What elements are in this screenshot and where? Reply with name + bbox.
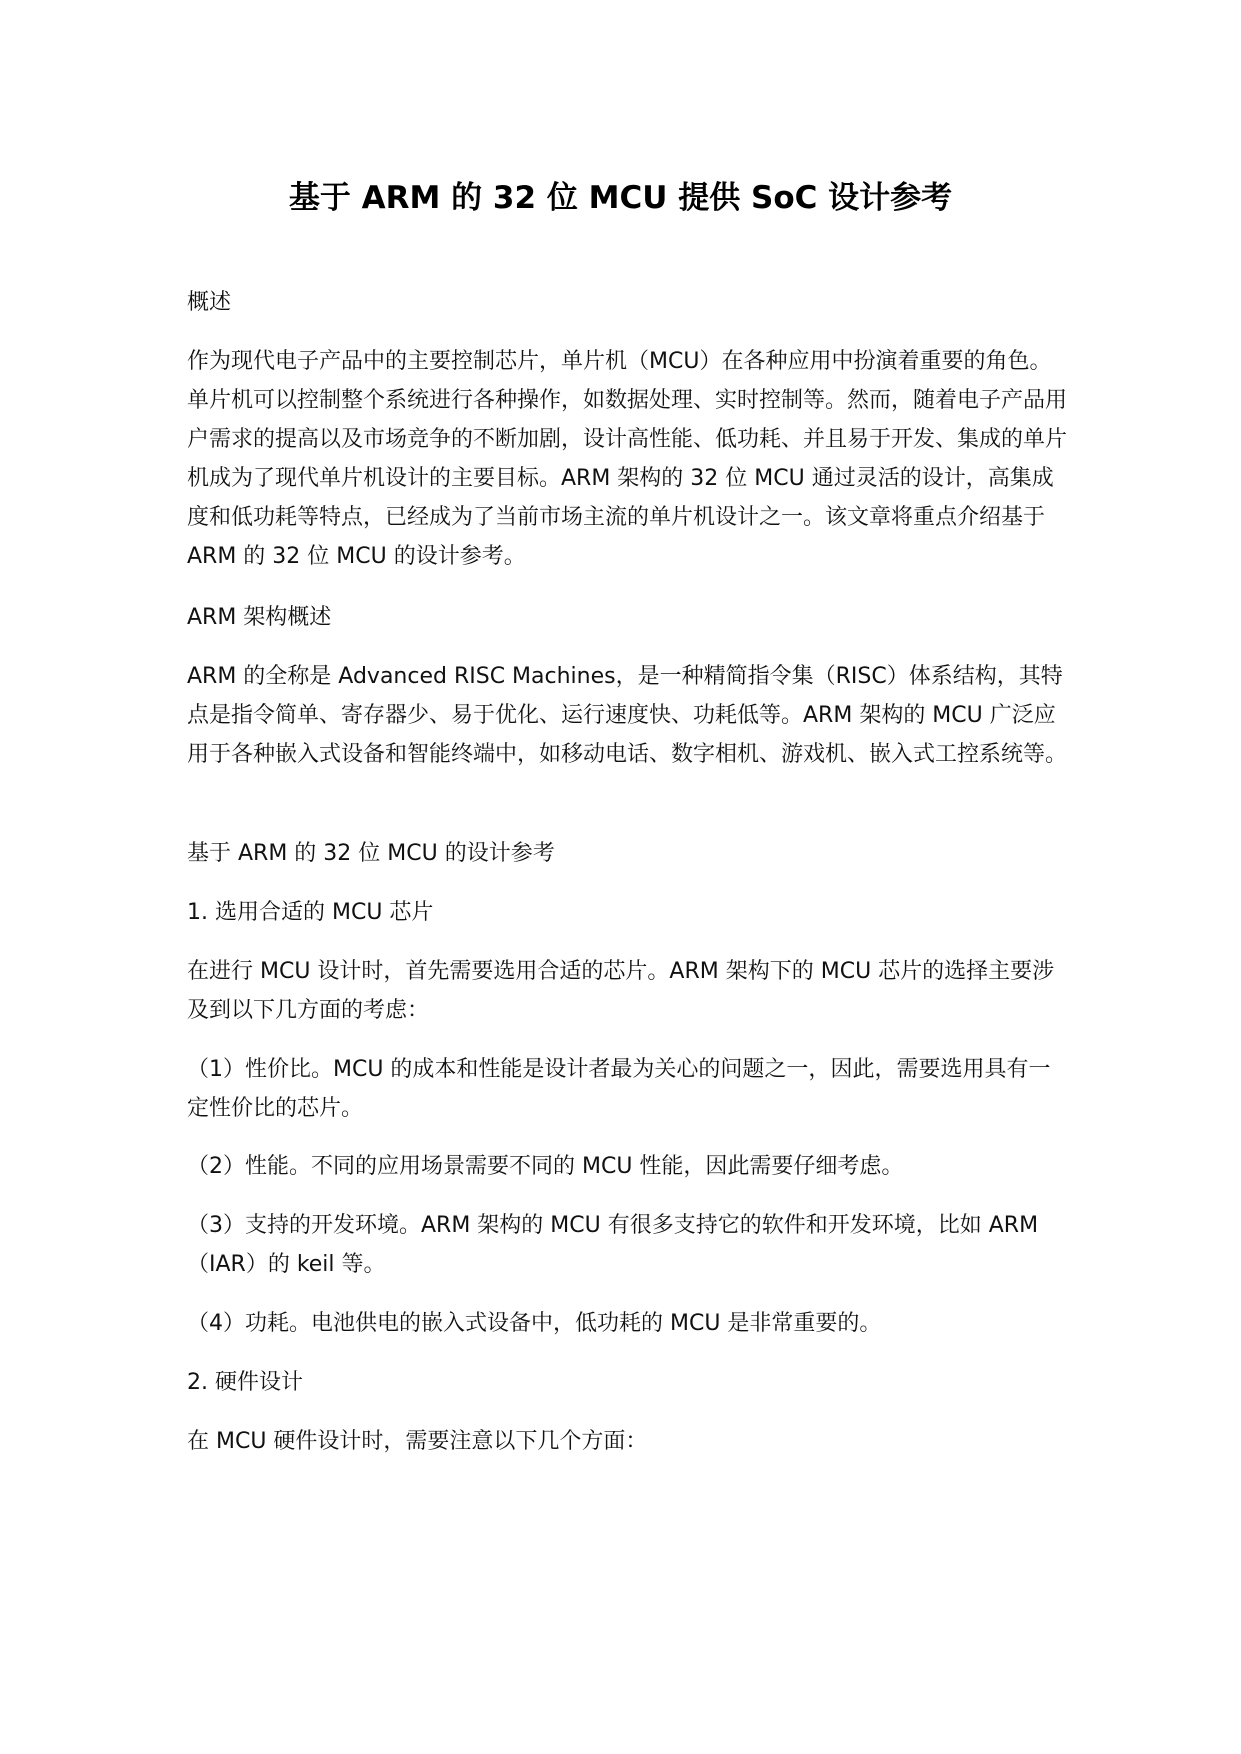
page-title: 基于 ARM 的 32 位 MCU 提供 SoC 设计参考	[288, 180, 953, 216]
chip-selection-paragraph: 在进行 MCU 设计时，首先需要选用合适的芯片。ARM 架构下的 MCU 芯片的选择主要涉及到以下几方面的考虑：	[187, 959, 1055, 1023]
section-heading-overview: 概述	[187, 290, 232, 315]
intro-paragraph: 作为现代电子产品中的主要控制芯片，单片机（MCU）在各种应用中扮演着重要的角色。单片机可以控制整个系统进行各种操作，如数据处理、实时控制等。然而，随着电子产品用户需求的提高以及市场竞争的不断加剧，设计高性能、低功耗、并且易于开发、集成的单片机成为了现代单片机设计的主要目标。ARM 架构的 32 位 MCU 通过灵活的设计，高集成度和低功耗等特点，已经成为了当前市场主流的单片机设计之一。该文章将重点介绍基于 ARM 的 32 位 MCU 的设计参考。	[187, 349, 1068, 569]
criterion-power: （4）功耗。电池供电的嵌入式设备中，低功耗的 MCU 是非常重要的。	[187, 1311, 882, 1336]
hardware-design-paragraph: 在 MCU 硬件设计时，需要注意以下几个方面：	[187, 1429, 648, 1454]
section-heading-design-reference: 基于 ARM 的 32 位 MCU 的设计参考	[187, 841, 555, 866]
subsection-heading-chip-selection: 1. 选用合适的 MCU 芯片	[187, 900, 434, 925]
criterion-performance: （2）性能。不同的应用场景需要不同的 MCU 性能，因此需要仔细考虑。	[187, 1154, 904, 1179]
subsection-heading-hardware-design: 2. 硬件设计	[187, 1370, 303, 1395]
criterion-dev-environment: （3）支持的开发环境。ARM 架构的 MCU 有很多支持它的软件和开发环境，比如 ARM（IAR）的 keil 等。	[187, 1213, 1039, 1277]
criterion-cost-performance: （1）性价比。MCU 的成本和性能是设计者最为关心的问题之一，因此，需要选用具有一定性价比的芯片。	[187, 1057, 1051, 1121]
arch-paragraph: ARM 的全称是 Advanced RISC Machines，是一种精简指令集（RISC）体系结构，其特点是指令简单、寄存器少、易于优化、运行速度快、功耗低等。ARM 架构的 MCU 广泛应用于各种嵌入式设备和智能终端中，如移动电话、数字相机、游戏机、嵌入式工控系统等。	[187, 664, 1068, 767]
section-heading-arch: ARM 架构概述	[187, 605, 332, 630]
